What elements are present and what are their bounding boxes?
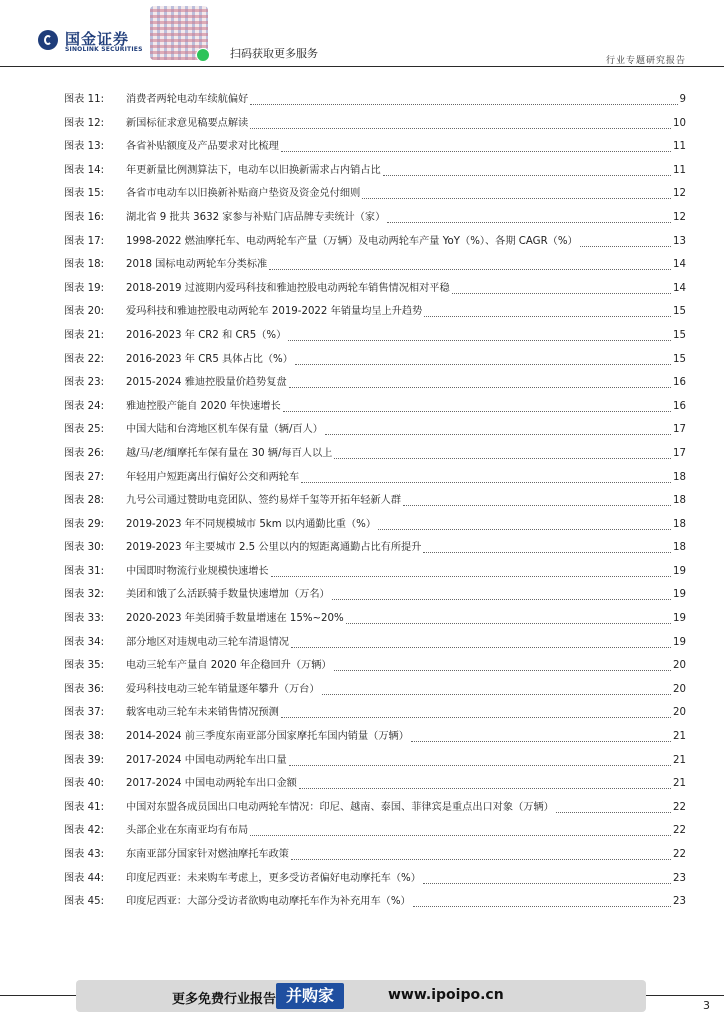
figure-title: 印度尼西亚：未来购车考虑上，更多受访者偏好电动摩托车（%） (126, 872, 421, 884)
figure-title: 1998-2022 燃油摩托车、电动两轮车产量（万辆）及电动两轮车产量 YoY（%）、各期 CAGR（%） (126, 235, 578, 247)
figure-page-number: 17 (673, 424, 686, 436)
banner-text: 更多免费行业报告 (172, 992, 277, 1007)
figure-label: 图表 15: (64, 188, 105, 200)
figure-page-number: 18 (673, 542, 686, 554)
figure-label: 图表 42: (64, 825, 105, 837)
dot-leader (325, 422, 671, 435)
figure-index-row[interactable] (64, 493, 686, 517)
figure-title: 部分地区对违规电动三轮车清退情况 (126, 636, 289, 648)
figure-label: 图表 43: (64, 849, 105, 860)
figure-label: 图表 12: (64, 117, 105, 129)
figure-index-row[interactable] (64, 776, 686, 800)
dot-leader (291, 635, 671, 648)
figure-index-row[interactable] (64, 281, 686, 305)
figure-label: 图表 30: (64, 542, 105, 554)
figure-title: 九号公司通过赞助电竞团队、签约易烊千玺等开拓年轻新人群 (126, 495, 402, 507)
dot-leader (271, 564, 671, 577)
dot-leader (424, 304, 671, 317)
figure-title: 越/马/老/缅摩托车保有量在 30 辆/每百人以上 (126, 447, 333, 459)
figure-label: 图表 26: (64, 447, 105, 459)
figure-index-row[interactable] (64, 564, 686, 588)
scan-for-service-text: 扫码获取更多服务 (230, 47, 318, 60)
figure-title: 中国大陆和台湾地区机车保有量（辆/百人） (126, 424, 323, 436)
figure-label: 图表 16: (64, 211, 105, 223)
figure-label: 图表 31: (64, 565, 105, 577)
figure-page-number: 22 (673, 849, 686, 860)
figure-label: 图表 29: (64, 518, 105, 530)
figure-page-number: 17 (673, 447, 686, 459)
figure-title: 雅迪控股产能自 2020 年快速增长 (126, 400, 281, 412)
dot-leader (580, 234, 671, 247)
figure-page-number: 21 (673, 731, 686, 743)
figure-title: 电动三轮车产量自 2020 年企稳回升（万辆） (126, 660, 332, 672)
figure-label: 图表 22: (64, 353, 105, 365)
dot-leader (250, 823, 671, 836)
dot-leader (411, 729, 671, 742)
figure-page-number: 15 (673, 353, 686, 365)
dot-leader (288, 328, 671, 341)
figure-index-row[interactable] (64, 611, 686, 635)
figure-index-row[interactable] (64, 92, 686, 116)
figure-index-row[interactable] (64, 234, 686, 258)
header-divider (0, 66, 724, 67)
promo-banner[interactable] (76, 980, 646, 1012)
figure-title: 各省补贴额度及产品要求对比梳理 (126, 141, 279, 153)
banner-url-link[interactable]: www.ipoipo.cn (388, 987, 504, 1003)
wechat-badge-icon (196, 48, 210, 62)
figure-title: 2020-2023 年美团骑手数量增速在 15%~20% (126, 613, 344, 625)
figure-page-number: 9 (679, 94, 686, 105)
figure-title: 东南亚部分国家针对燃油摩托车政策 (126, 849, 289, 860)
figure-title: 2018-2019 过渡期内爱玛科技和雅迪控股电动两轮车销售情况相对平稳 (126, 282, 450, 294)
figure-page-number: 22 (673, 801, 686, 813)
figure-label: 图表 24: (64, 400, 105, 412)
figure-title: 2017-2024 中国电动两轮车出口量 (126, 754, 287, 766)
figure-label: 图表 34: (64, 636, 105, 648)
figure-label: 图表 38: (64, 731, 105, 743)
figure-index-row[interactable] (64, 257, 686, 281)
figure-page-number: 15 (673, 329, 686, 341)
figure-page-number: 13 (673, 235, 686, 247)
figure-page-number: 23 (673, 896, 686, 908)
figure-label: 图表 37: (64, 707, 105, 719)
figure-page-number: 16 (673, 377, 686, 389)
dot-leader (289, 753, 671, 766)
figure-label: 图表 23: (64, 377, 105, 389)
figure-index-row[interactable] (64, 753, 686, 777)
dot-leader (281, 705, 671, 718)
figure-title: 年轻用户短距离出行偏好公交和两轮车 (126, 471, 300, 483)
figure-label: 图表 19: (64, 282, 105, 294)
figure-page-number: 18 (673, 471, 686, 483)
figure-label: 图表 41: (64, 801, 105, 813)
dot-leader (295, 352, 671, 365)
dot-leader (334, 446, 671, 459)
figure-label: 图表 21: (64, 329, 105, 341)
figure-index-row[interactable] (64, 446, 686, 470)
figure-title: 2018 国标电动两轮车分类标准 (126, 259, 268, 271)
dot-leader (301, 470, 671, 483)
figure-label: 图表 25: (64, 424, 105, 436)
figure-page-number: 22 (673, 825, 686, 837)
figure-title: 2014-2024 前三季度东南亚部分国家摩托车国内销量（万辆） (126, 731, 409, 743)
figure-page-number: 19 (673, 565, 686, 577)
dot-leader (387, 210, 671, 223)
figure-title: 爱玛科技电动三轮车销量逐年攀升（万台） (126, 683, 320, 695)
figure-title: 年更新量比例测算法下，电动车以旧换新需求占内销占比 (126, 164, 381, 176)
qr-code-icon[interactable] (150, 6, 208, 60)
figure-index-row[interactable] (64, 328, 686, 352)
figure-page-number: 19 (673, 636, 686, 648)
figure-index-row[interactable] (64, 635, 686, 659)
dot-leader (283, 399, 671, 412)
brand-name-cn: 国金证券 (65, 30, 130, 48)
dot-leader (452, 281, 671, 294)
figure-page-number: 19 (673, 589, 686, 601)
figure-title: 2019-2023 年主要城市 2.5 公里以内的短距离通勤占比有所提升 (126, 542, 422, 554)
figure-label: 图表 13: (64, 141, 105, 153)
figure-index-row[interactable] (64, 304, 686, 328)
figure-index-row[interactable] (64, 210, 686, 234)
logo-mark-icon (38, 30, 58, 50)
dot-leader (281, 139, 671, 152)
figure-page-number: 20 (673, 707, 686, 719)
dot-leader (378, 517, 671, 530)
figure-label: 图表 27: (64, 471, 105, 483)
page-header (0, 0, 724, 66)
dot-leader (332, 587, 671, 600)
dot-leader (289, 375, 671, 388)
figure-label: 图表 17: (64, 235, 105, 247)
figure-index-row[interactable] (64, 517, 686, 541)
figure-page-number: 10 (673, 117, 686, 129)
figure-page-number: 15 (673, 306, 686, 318)
figure-index-row[interactable] (64, 352, 686, 376)
figure-title: 爱玛科技和雅迪控股电动两轮车 2019-2022 年销量均呈上升趋势 (126, 306, 423, 318)
figure-label: 图表 40: (64, 778, 105, 790)
dot-leader (423, 540, 671, 553)
figure-label: 图表 18: (64, 259, 105, 271)
figure-label: 图表 39: (64, 754, 105, 766)
figure-index-row[interactable] (64, 422, 686, 446)
figure-index-row[interactable] (64, 682, 686, 706)
figure-page-number: 21 (673, 778, 686, 790)
dot-leader (269, 257, 671, 270)
figure-page-number: 20 (673, 660, 686, 672)
figure-label: 图表 33: (64, 613, 105, 625)
figure-page-number: 12 (673, 211, 686, 223)
dot-leader (423, 871, 671, 884)
figure-title: 头部企业在东南亚均有布局 (126, 825, 249, 837)
dot-leader (291, 847, 671, 860)
figure-title: 2017-2024 中国电动两轮车出口金额 (126, 778, 297, 790)
figure-page-number: 23 (673, 872, 686, 884)
figure-title: 2015-2024 雅迪控股量价趋势复盘 (126, 377, 287, 389)
figure-page-number: 20 (673, 683, 686, 695)
figure-index-row[interactable] (64, 658, 686, 682)
figure-index-row[interactable] (64, 705, 686, 729)
figure-title: 印度尼西亚：大部分受访者欲购电动摩托车作为补充用车（%） (126, 896, 411, 908)
figure-page-number: 18 (673, 518, 686, 530)
figure-title: 2016-2023 年 CR2 和 CR5（%） (126, 329, 287, 341)
figure-index-list (64, 92, 686, 918)
page-number: 3 (703, 999, 710, 1012)
banner-brand: 并购家 (276, 983, 344, 1009)
figure-title: 中国对东盟各成员国出口电动两轮车情况：印尼、越南、泰国、菲律宾是重点出口对象（万辆） (126, 801, 554, 813)
dot-leader (334, 658, 671, 671)
dot-leader (403, 493, 671, 506)
figure-index-row[interactable] (64, 847, 686, 871)
figure-index-row[interactable] (64, 894, 686, 918)
figure-index-row[interactable] (64, 540, 686, 564)
figure-label: 图表 11: (64, 94, 105, 105)
figure-title: 2016-2023 年 CR5 具体占比（%） (126, 353, 293, 365)
figure-index-row[interactable] (64, 587, 686, 611)
figure-index-row[interactable] (64, 399, 686, 423)
figure-title: 中国即时物流行业规模快速增长 (126, 565, 269, 577)
figure-title: 湖北省 9 批共 3632 家参与补贴门店品牌专卖统计（家） (126, 211, 386, 223)
figure-index-row[interactable] (64, 470, 686, 494)
figure-page-number: 14 (673, 282, 686, 294)
figure-label: 图表 28: (64, 495, 105, 507)
dot-leader (299, 776, 671, 789)
figure-page-number: 21 (673, 754, 686, 766)
figure-label: 图表 14: (64, 164, 105, 176)
figure-label: 图表 32: (64, 589, 105, 601)
figure-title: 各省市电动车以旧换新补贴商户垫资及资金兑付细则 (126, 188, 361, 200)
dot-leader (346, 611, 671, 624)
figure-page-number: 16 (673, 400, 686, 412)
brand-name-en: SINOLINK SECURITIES (65, 46, 143, 53)
figure-title: 载客电动三轮车未来销售情况预测 (126, 707, 279, 719)
dot-leader (250, 116, 671, 129)
figure-title: 2019-2023 年不同规模城市 5km 以内通勤比重（%） (126, 518, 377, 530)
figure-page-number: 11 (673, 164, 686, 176)
report-type-label: 行业专题研究报告 (605, 56, 686, 66)
figure-index-row[interactable] (64, 139, 686, 163)
figure-index-row[interactable] (64, 163, 686, 187)
figure-page-number: 12 (673, 188, 686, 200)
figure-index-row[interactable] (64, 871, 686, 895)
figure-page-number: 14 (673, 259, 686, 271)
figure-label: 图表 20: (64, 306, 105, 318)
figure-label: 图表 44: (64, 872, 105, 884)
dot-leader (250, 92, 677, 105)
figure-index-row[interactable] (64, 729, 686, 753)
dot-leader (322, 682, 671, 695)
figure-page-number: 18 (673, 495, 686, 507)
figure-index-row[interactable] (64, 186, 686, 210)
figure-label: 图表 36: (64, 683, 105, 695)
figure-index-row[interactable] (64, 375, 686, 399)
dot-leader (362, 186, 671, 199)
figure-title: 消费者两轮电动车续航偏好 (126, 94, 249, 105)
figure-page-number: 11 (673, 141, 686, 153)
figure-page-number: 19 (673, 613, 686, 625)
dot-leader (413, 894, 671, 907)
figure-label: 图表 35: (64, 660, 105, 672)
dot-leader (383, 163, 671, 176)
dot-leader (556, 800, 671, 813)
figure-title: 美团和饿了么活跃骑手数量快速增加（万名） (126, 589, 330, 601)
figure-label: 图表 45: (64, 896, 105, 908)
figure-index-row[interactable] (64, 116, 686, 140)
figure-index-row[interactable] (64, 800, 686, 824)
figure-index-row[interactable] (64, 823, 686, 847)
figure-title: 新国标征求意见稿要点解读 (126, 117, 249, 129)
